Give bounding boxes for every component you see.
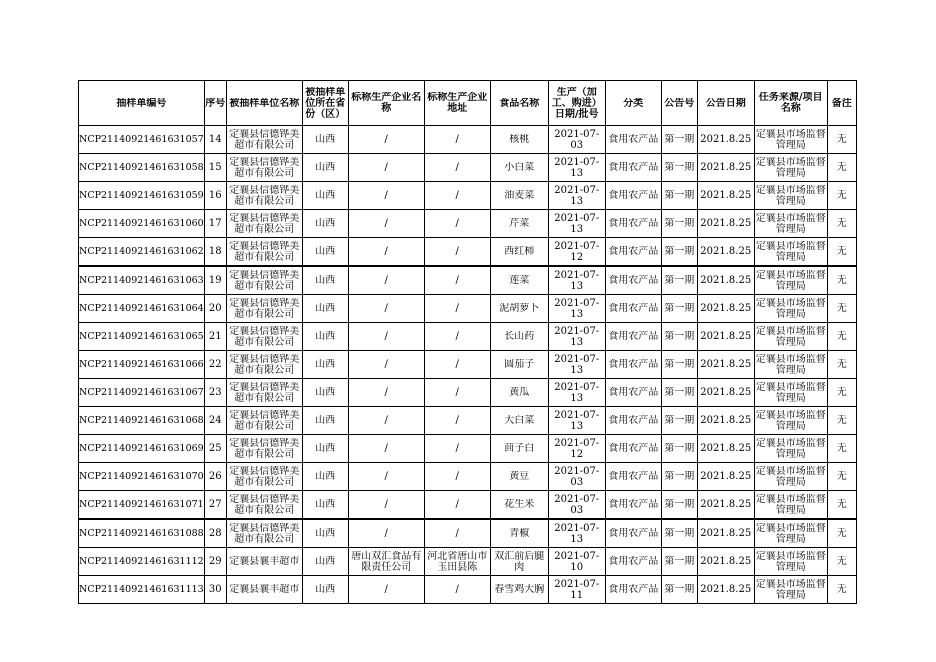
cell-sampled-unit: 定襄县襄丰超市 [226,576,302,604]
cell-food-name: 小白菜 [490,154,548,182]
cell-notice-date: 2021.8.25 [697,576,754,604]
cell-remark: 无 [827,548,856,576]
cell-category: 食用农产品 [605,351,661,379]
cell-category: 食用农产品 [605,379,661,407]
cell-task-source: 定襄县市场监督管理局 [754,126,827,154]
cell-notice-date: 2021.8.25 [697,519,754,548]
cell-sampled-unit: 定襄县信德铧美超市有限公司 [226,182,302,210]
cell-sample-id: NCP21140921461631064 [79,295,205,323]
cell-notice-date: 2021.8.25 [697,491,754,520]
sampling-results-table [78,80,857,604]
cell-serial-no: 21 [204,323,226,351]
cell-task-source: 定襄县市场监督管理局 [754,548,827,576]
cell-notice-no: 第一期 [661,407,697,435]
cell-notice-no: 第一期 [661,379,697,407]
cell-remark: 无 [827,266,856,295]
cell-remark: 无 [827,351,856,379]
cell-food-name: 核桃 [490,126,548,154]
cell-manufacturer: / [348,407,424,435]
cell-production-date: 2021-07-03 [548,463,605,491]
cell-production-date: 2021-07-13 [548,154,605,182]
cell-production-date: 2021-07-10 [548,548,605,576]
cell-manufacturer: / [348,519,424,548]
cell-notice-date: 2021.8.25 [697,379,754,407]
cell-notice-date: 2021.8.25 [697,154,754,182]
cell-province: 山西 [302,519,348,548]
cell-notice-no: 第一期 [661,463,697,491]
cell-notice-no: 第一期 [661,548,697,576]
cell-manufacturer-address: / [424,463,490,491]
cell-remark: 无 [827,463,856,491]
cell-manufacturer-address: 河北省唐山市玉田县陈 [424,548,490,576]
cell-notice-date: 2021.8.25 [697,463,754,491]
table-row [79,210,857,238]
cell-sample-id: NCP21140921461631065 [79,323,205,351]
cell-notice-no: 第一期 [661,182,697,210]
cell-category: 食用农产品 [605,210,661,238]
cell-manufacturer-address: / [424,266,490,295]
cell-serial-no: 28 [204,519,226,548]
cell-notice-date: 2021.8.25 [697,435,754,463]
header-manufacturer-address: 标称生产企业地址 [424,81,490,126]
cell-manufacturer-address: / [424,323,490,351]
cell-manufacturer: / [348,351,424,379]
cell-task-source: 定襄县市场监督管理局 [754,576,827,604]
cell-food-name: 芹菜 [490,210,548,238]
cell-province: 山西 [302,126,348,154]
cell-production-date: 2021-07-03 [548,491,605,520]
cell-remark: 无 [827,210,856,238]
cell-serial-no: 15 [204,154,226,182]
cell-task-source: 定襄县市场监督管理局 [754,295,827,323]
cell-sampled-unit: 定襄县信德铧美超市有限公司 [226,295,302,323]
cell-category: 食用农产品 [605,323,661,351]
cell-production-date: 2021-07-13 [548,295,605,323]
cell-task-source: 定襄县市场监督管理局 [754,210,827,238]
cell-serial-no: 22 [204,351,226,379]
cell-remark: 无 [827,407,856,435]
cell-remark: 无 [827,379,856,407]
cell-task-source: 定襄县市场监督管理局 [754,323,827,351]
cell-province: 山西 [302,407,348,435]
cell-serial-no: 16 [204,182,226,210]
cell-province: 山西 [302,210,348,238]
cell-manufacturer-address: / [424,407,490,435]
cell-serial-no: 30 [204,576,226,604]
cell-production-date: 2021-07-13 [548,266,605,295]
header-notice-date: 公告日期 [697,81,754,126]
cell-sample-id: NCP21140921461631058 [79,154,205,182]
cell-food-name: 黄瓜 [490,379,548,407]
cell-serial-no: 24 [204,407,226,435]
cell-notice-date: 2021.8.25 [697,126,754,154]
cell-manufacturer: / [348,576,424,604]
cell-food-name: 油麦菜 [490,182,548,210]
cell-sampled-unit: 定襄县信德铧美超市有限公司 [226,126,302,154]
cell-remark: 无 [827,519,856,548]
cell-category: 食用农产品 [605,238,661,267]
cell-sampled-unit: 定襄县信德铧美超市有限公司 [226,379,302,407]
cell-remark: 无 [827,323,856,351]
cell-food-name: 黄豆 [490,463,548,491]
cell-category: 食用农产品 [605,295,661,323]
table-row [79,407,857,435]
cell-manufacturer-address: / [424,576,490,604]
cell-sample-id: NCP21140921461631112 [79,548,205,576]
cell-notice-date: 2021.8.25 [697,295,754,323]
cell-remark: 无 [827,295,856,323]
cell-task-source: 定襄县市场监督管理局 [754,407,827,435]
header-serial-no: 序号 [204,81,226,126]
cell-serial-no: 17 [204,210,226,238]
cell-notice-no: 第一期 [661,154,697,182]
cell-notice-no: 第一期 [661,435,697,463]
cell-production-date: 2021-07-13 [548,351,605,379]
cell-sample-id: NCP21140921461631059 [79,182,205,210]
cell-manufacturer: 唐山双汇食品有限责任公司 [348,548,424,576]
table-row [79,435,857,463]
cell-category: 食用农产品 [605,491,661,520]
cell-food-name: 春雪鸡大胸 [490,576,548,604]
cell-food-name: 青椒 [490,519,548,548]
cell-category: 食用农产品 [605,182,661,210]
cell-manufacturer: / [348,435,424,463]
header-row [79,81,857,126]
cell-category: 食用农产品 [605,154,661,182]
cell-sampled-unit: 定襄县信德铧美超市有限公司 [226,323,302,351]
cell-food-name: 西红柿 [490,238,548,267]
cell-sample-id: NCP21140921461631063 [79,266,205,295]
cell-sampled-unit: 定襄县信德铧美超市有限公司 [226,491,302,520]
cell-sample-id: NCP21140921461631088 [79,519,205,548]
cell-food-name: 莲菜 [490,266,548,295]
cell-food-name: 大白菜 [490,407,548,435]
cell-remark: 无 [827,154,856,182]
cell-sample-id: NCP21140921461631062 [79,238,205,267]
table-row [79,295,857,323]
cell-sample-id: NCP21140921461631067 [79,379,205,407]
header-remark: 备注 [827,81,856,126]
cell-serial-no: 25 [204,435,226,463]
cell-serial-no: 14 [204,126,226,154]
cell-manufacturer-address: / [424,126,490,154]
cell-category: 食用农产品 [605,463,661,491]
cell-sample-id: NCP21140921461631069 [79,435,205,463]
cell-notice-no: 第一期 [661,266,697,295]
cell-manufacturer-address: / [424,435,490,463]
cell-sample-id: NCP21140921461631066 [79,351,205,379]
cell-serial-no: 26 [204,463,226,491]
cell-province: 山西 [302,154,348,182]
cell-sampled-unit: 定襄县襄丰超市 [226,548,302,576]
cell-task-source: 定襄县市场监督管理局 [754,491,827,520]
cell-manufacturer-address: / [424,491,490,520]
header-sampled-unit: 被抽样单位名称 [226,81,302,126]
cell-task-source: 定襄县市场监督管理局 [754,154,827,182]
cell-manufacturer: / [348,126,424,154]
table-row [79,463,857,491]
cell-sample-id: NCP21140921461631071 [79,491,205,520]
cell-notice-no: 第一期 [661,210,697,238]
cell-production-date: 2021-07-13 [548,210,605,238]
cell-category: 食用农产品 [605,407,661,435]
table-row [79,548,857,576]
cell-task-source: 定襄县市场监督管理局 [754,463,827,491]
cell-notice-no: 第一期 [661,519,697,548]
cell-sampled-unit: 定襄县信德铧美超市有限公司 [226,463,302,491]
cell-task-source: 定襄县市场监督管理局 [754,238,827,267]
table-row [79,323,857,351]
cell-task-source: 定襄县市场监督管理局 [754,182,827,210]
cell-production-date: 2021-07-11 [548,576,605,604]
table-row [79,126,857,154]
cell-manufacturer-address: / [424,351,490,379]
cell-notice-date: 2021.8.25 [697,238,754,267]
cell-production-date: 2021-07-03 [548,126,605,154]
cell-manufacturer-address: / [424,210,490,238]
cell-serial-no: 23 [204,379,226,407]
table-row [79,182,857,210]
cell-province: 山西 [302,435,348,463]
cell-province: 山西 [302,548,348,576]
cell-sampled-unit: 定襄县信德铧美超市有限公司 [226,266,302,295]
cell-production-date: 2021-07-13 [548,407,605,435]
cell-notice-date: 2021.8.25 [697,407,754,435]
cell-manufacturer: / [348,491,424,520]
cell-task-source: 定襄县市场监督管理局 [754,435,827,463]
cell-sample-id: NCP21140921461631060 [79,210,205,238]
cell-category: 食用农产品 [605,266,661,295]
cell-task-source: 定襄县市场监督管理局 [754,351,827,379]
cell-sample-id: NCP21140921461631068 [79,407,205,435]
header-food-name: 食品名称 [490,81,548,126]
cell-production-date: 2021-07-12 [548,435,605,463]
table-row [79,351,857,379]
table-row [79,154,857,182]
cell-remark: 无 [827,435,856,463]
header-notice-no: 公告号 [661,81,697,126]
cell-category: 食用农产品 [605,576,661,604]
cell-remark: 无 [827,576,856,604]
cell-manufacturer: / [348,182,424,210]
cell-serial-no: 20 [204,295,226,323]
cell-task-source: 定襄县市场监督管理局 [754,379,827,407]
header-task-source: 任务来源/项目名称 [754,81,827,126]
cell-notice-no: 第一期 [661,491,697,520]
cell-manufacturer: / [348,154,424,182]
cell-notice-date: 2021.8.25 [697,351,754,379]
cell-manufacturer: / [348,266,424,295]
cell-food-name: 茴子白 [490,435,548,463]
cell-food-name: 泥胡萝卜 [490,295,548,323]
cell-manufacturer: / [348,210,424,238]
cell-sample-id: NCP21140921461631057 [79,126,205,154]
cell-production-date: 2021-07-13 [548,519,605,548]
cell-province: 山西 [302,323,348,351]
cell-manufacturer-address: / [424,519,490,548]
cell-manufacturer-address: / [424,154,490,182]
cell-province: 山西 [302,463,348,491]
cell-province: 山西 [302,576,348,604]
cell-notice-date: 2021.8.25 [697,323,754,351]
cell-sampled-unit: 定襄县信德铧美超市有限公司 [226,238,302,267]
table-row [79,266,857,295]
cell-category: 食用农产品 [605,519,661,548]
cell-manufacturer: / [348,379,424,407]
cell-sampled-unit: 定襄县信德铧美超市有限公司 [226,351,302,379]
header-manufacturer: 标称生产企业名称 [348,81,424,126]
cell-province: 山西 [302,238,348,267]
cell-task-source: 定襄县市场监督管理局 [754,266,827,295]
cell-notice-no: 第一期 [661,576,697,604]
cell-production-date: 2021-07-13 [548,323,605,351]
cell-notice-date: 2021.8.25 [697,266,754,295]
cell-province: 山西 [302,491,348,520]
cell-production-date: 2021-07-13 [548,379,605,407]
header-category: 分类 [605,81,661,126]
table-row [79,379,857,407]
cell-manufacturer: / [348,463,424,491]
table-row [79,519,857,548]
cell-food-name: 长山药 [490,323,548,351]
cell-category: 食用农产品 [605,548,661,576]
cell-province: 山西 [302,351,348,379]
cell-notice-no: 第一期 [661,323,697,351]
cell-serial-no: 29 [204,548,226,576]
cell-notice-date: 2021.8.25 [697,210,754,238]
cell-notice-no: 第一期 [661,295,697,323]
cell-category: 食用农产品 [605,126,661,154]
header-production-date: 生产（加工、购进）日期/批号 [548,81,605,126]
cell-food-name: 圆茄子 [490,351,548,379]
cell-remark: 无 [827,126,856,154]
cell-notice-no: 第一期 [661,126,697,154]
cell-sampled-unit: 定襄县信德铧美超市有限公司 [226,435,302,463]
cell-manufacturer-address: / [424,238,490,267]
cell-notice-date: 2021.8.25 [697,548,754,576]
header-province: 被抽样单位所在省份（区） [302,81,348,126]
cell-food-name: 双汇前后腿肉 [490,548,548,576]
cell-serial-no: 18 [204,238,226,267]
cell-manufacturer-address: / [424,295,490,323]
cell-sampled-unit: 定襄县信德铧美超市有限公司 [226,210,302,238]
cell-production-date: 2021-07-12 [548,238,605,267]
cell-serial-no: 19 [204,266,226,295]
cell-manufacturer: / [348,295,424,323]
cell-notice-no: 第一期 [661,351,697,379]
cell-notice-date: 2021.8.25 [697,182,754,210]
cell-province: 山西 [302,182,348,210]
cell-task-source: 定襄县市场监督管理局 [754,519,827,548]
cell-sample-id: NCP21140921461631113 [79,576,205,604]
cell-manufacturer: / [348,323,424,351]
cell-remark: 无 [827,238,856,267]
cell-province: 山西 [302,379,348,407]
cell-manufacturer-address: / [424,182,490,210]
cell-manufacturer-address: / [424,379,490,407]
cell-notice-no: 第一期 [661,238,697,267]
cell-food-name: 花生米 [490,491,548,520]
cell-category: 食用农产品 [605,435,661,463]
table-row [79,238,857,267]
cell-manufacturer: / [348,238,424,267]
table-row [79,491,857,520]
cell-production-date: 2021-07-13 [548,182,605,210]
cell-province: 山西 [302,266,348,295]
cell-sample-id: NCP21140921461631070 [79,463,205,491]
cell-serial-no: 27 [204,491,226,520]
cell-sampled-unit: 定襄县信德铧美超市有限公司 [226,519,302,548]
cell-remark: 无 [827,182,856,210]
cell-sampled-unit: 定襄县信德铧美超市有限公司 [226,154,302,182]
cell-province: 山西 [302,295,348,323]
table-row [79,576,857,604]
cell-sampled-unit: 定襄县信德铧美超市有限公司 [226,407,302,435]
cell-remark: 无 [827,491,856,520]
header-sample-id: 抽样单编号 [79,81,205,126]
